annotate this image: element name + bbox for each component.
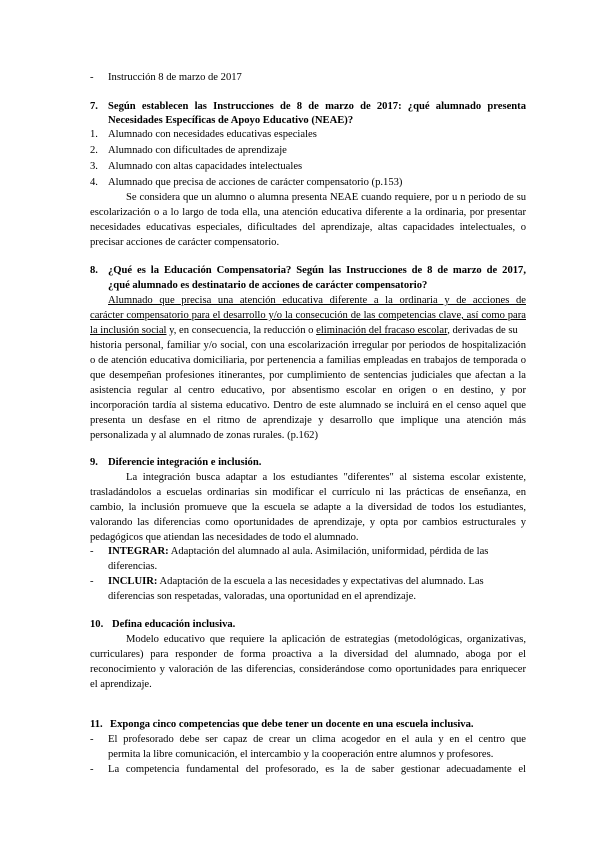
- q8-paragraph-line: Alumnado que precisa una atención educativa diferente a la ordinaria y de acciones de: [108, 295, 526, 306]
- q8-paragraph-line: o de atención educativa domiciliaria, por pertenencia a familias empleadas en trabajos de temporada o: [90, 355, 526, 366]
- q7-item: Alumnado con dificultades de aprendizaje: [108, 145, 287, 156]
- q7-number: 7.: [90, 101, 98, 112]
- q8-paragraph-line: carácter compensatorio para el desarrollo y/o la consecución de las competencias clave, así como para: [90, 310, 526, 321]
- q7-title-line2: Necesidades Específicas de Apoyo Educativo (NEAE)?: [108, 115, 354, 126]
- q8-paragraph-line: presenta un desfase en el ritmo de aprendizaje y desarrollo que implique una atención más: [90, 415, 526, 426]
- q7-item-number: 3.: [90, 161, 98, 172]
- q11-number: 11.: [90, 719, 103, 730]
- q7-item-number: 1.: [90, 129, 98, 140]
- q11-title: Exponga cinco competencias que debe tener un docente en una escuela inclusiva.: [110, 719, 474, 730]
- q10-paragraph-line: reconocimiento y valoración de las diferencias, considerándose como oportunidades para enriquecer: [90, 664, 526, 675]
- q7-paragraph-line: necesidades educativas especiales, dificultades del aprendizaje, altas capacidades intelectuales, o: [90, 222, 526, 233]
- q9-integrar-line1: [108, 545, 526, 559]
- q9-incluir-line1: [108, 575, 526, 589]
- q8-title-line2: ¿qué alumnado es destinatario de acciones de carácter compensatorio?: [108, 280, 428, 291]
- bullet-dash: -: [90, 734, 94, 745]
- q10-paragraph-line: el aprendizaje.: [90, 679, 152, 690]
- incluir-label: INCLUIR:: [108, 576, 158, 587]
- q8-title-line1: ¿Qué es la Educación Compensatoria? Según las Instrucciones de 8 de marzo de 2017,: [108, 265, 526, 276]
- text-span: y, en consecuencia, la reducción o: [166, 325, 317, 336]
- q9-paragraph-line: trasladándolos a escuelas ordinarias sin modificar el currículo ni las prácticas de enseñanza, en: [90, 487, 526, 498]
- q9-integrar-line2: diferencias.: [108, 561, 158, 572]
- q8-paragraph-line: incorporación tardía al sistema educativo. Dentro de este alumnado se incluirá en el censo aquel que: [90, 400, 526, 411]
- q7-item-number: 4.: [90, 177, 98, 188]
- bullet-dash: -: [90, 72, 94, 83]
- q7-item: Alumnado que precisa de acciones de carácter compensatorio (p.153): [108, 177, 403, 188]
- q7-item: Alumnado con altas capacidades intelectuales: [108, 161, 303, 172]
- q10-number: 10.: [90, 619, 104, 630]
- q9-title: Diferencie integración e inclusión.: [108, 457, 262, 468]
- q9-number: 9.: [90, 457, 98, 468]
- q7-item-number: 2.: [90, 145, 98, 156]
- q11-bullet2-line1: La competencia fundamental del profesorado, es la de saber gestionar adecuadamente el: [108, 764, 526, 775]
- q10-title: Defina educación inclusiva.: [112, 619, 236, 630]
- underlined-term: la inclusión social: [90, 325, 167, 336]
- q7-paragraph-line: escolarización o a lo largo de toda ella, una atención educativa diferente a la ordinaria, por presentar: [90, 207, 526, 218]
- q9-paragraph-line: valorando las diferencias como oportunidades de aprendizaje, y opta por cambios estructurales y: [90, 517, 526, 528]
- q9-incluir-line2: diferencias son respetadas, valoradas, una oportunidad en el aprendizaje.: [108, 591, 416, 602]
- bullet-dash: -: [90, 576, 94, 587]
- q8-paragraph-line: que desempeñan profesiones itinerantes, por cumplimiento de sentencias judiciales que afectan a la: [90, 370, 526, 381]
- q9-paragraph-line: La integración busca adaptar a los estudiantes "diferentes" al sistema escolar existente,: [126, 472, 526, 483]
- q11-bullet1-line1: El profesorado debe ser capaz de crear un clima acogedor en el aula y en el centro que: [108, 734, 526, 745]
- bullet-dash: -: [90, 764, 94, 775]
- q7-paragraph-line: Se considera que un alumno o alumna presenta NEAE cuando requiere, por u n periodo de su: [126, 192, 526, 203]
- q10-paragraph-line: Modelo educativo que requiere la aplicación de estrategias (metodológicas, organizativas,: [126, 634, 526, 645]
- q7-item: Alumnado con necesidades educativas especiales: [108, 129, 317, 140]
- intro-bullet: Instrucción 8 de marzo de 2017: [108, 72, 242, 83]
- q8-paragraph-line: asistencia regular al centro educativo, por absentismo escolar en origen o en destino, y por: [90, 385, 526, 396]
- q7-title-line1: Según establecen las Instrucciones de 8 de marzo de 2017: ¿qué alumnado presenta: [108, 101, 526, 112]
- q8-paragraph-line: personalizada y al alumnado de zonas rurales. (p.162): [90, 430, 318, 441]
- q7-paragraph-line: precisar acciones de carácter compensatorio.: [90, 237, 280, 248]
- text-span: Adaptación de la escuela a las necesidades y expectativas del alumnado. Las: [157, 576, 484, 587]
- underlined-term: eliminación del fracaso escolar: [316, 325, 448, 336]
- bullet-dash: -: [90, 546, 94, 557]
- q9-paragraph-line: cambio, la inclusión promueve que la escuela se adapte a la diversidad de todos los estudiantes,: [90, 502, 526, 513]
- q8-paragraph-line: [90, 324, 526, 338]
- q11-bullet1-line2: permita la libre comunicación, el intercambio y la cooperación entre alumnos y profesores.: [108, 749, 494, 760]
- q9-paragraph-line: pedagógicos que atiendan las necesidades de todo el alumnado.: [90, 532, 359, 543]
- q8-paragraph-line: historia personal, familiar y/o social, con una escolarización irregular por periodos de hospitalización: [90, 340, 526, 351]
- integrar-label: INTEGRAR:: [108, 546, 169, 557]
- text-span: Adaptación del alumnado al aula. Asimilación, uniformidad, pérdida de las: [168, 546, 489, 557]
- text-span: , derivadas de su: [447, 325, 518, 336]
- q10-paragraph-line: curriculares) para responder de forma proactiva a la diversidad del alumnado, aboga por el: [90, 649, 526, 660]
- q8-number: 8.: [90, 265, 98, 276]
